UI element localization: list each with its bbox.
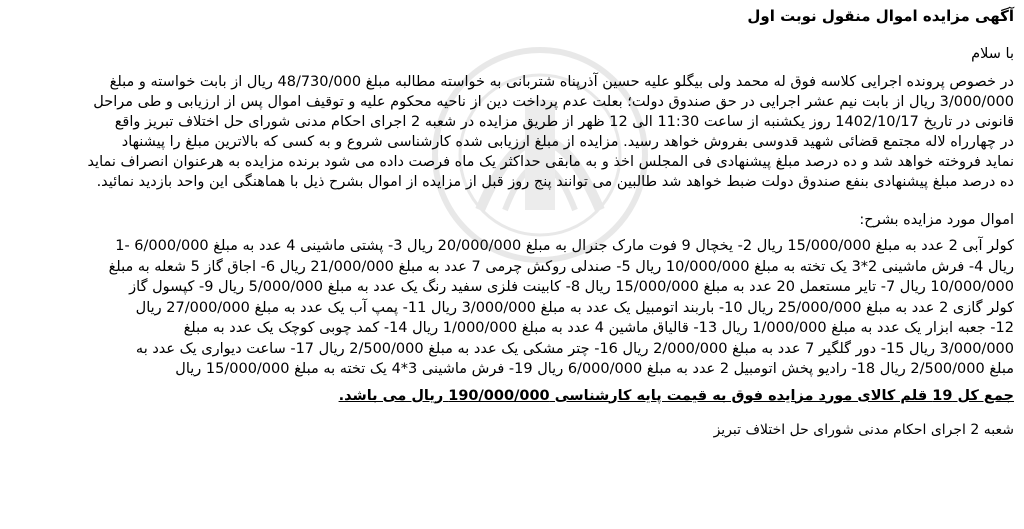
greeting: با سلام bbox=[971, 46, 1014, 62]
body-line: در خصوص پرونده اجرایی کلاسه فوق له محمد ولی بیگلو علیه حسین آذرپناه شتربانی به خواسته مطالبه مبلغ 48/730/000 ریال از بابت خواسته و مبلغ bbox=[109, 74, 1014, 90]
items-list bbox=[8, 236, 1014, 380]
notice-body bbox=[8, 72, 1014, 192]
items-line: کولر گازی 2 عدد به مبلغ 25/000/000 ریال 10- باربند اتومبیل یک عدد به مبلغ 3/000/000 ریال 11- پمپ آب یک عدد به مبلغ 27/000/000 ریال bbox=[135, 299, 1014, 316]
items-line: 12- جعبه ابزار یک عدد به مبلغ 1/000/000 ریال 13- قالیاق ماشین 4 عدد به مبلغ 1/000/000 ریال 14- کمد چوبی کوچک یک عدد به مبلغ bbox=[183, 320, 1014, 336]
items-line: 3/000/000 ریال 15- دور گلگیر 7 عدد به مبلغ 2/000/000 ریال 16- چتر مشکی یک عدد به مبلغ 2/500/000 ریال 17- ساعت دیواری یک عدد به bbox=[135, 340, 1014, 357]
body-line: 3/000/000 ریال از بابت نیم عشر اجرایی در حق صندوق دولت؛ بعلت عدم پرداخت دین از ناحیه محکوم علیه و توقیف اموال پس از ارزیابی و طی مراحل bbox=[93, 94, 1014, 110]
issuing-office: شعبه 2 اجرای احکام مدنی شورای حل اختلاف تبریز bbox=[713, 421, 1014, 438]
total-summary: جمع کل 19 قلم کالای مورد مزایده فوق به قیمت پایه کارشناسی 190/000/000 ریال می باشد. bbox=[338, 387, 1014, 404]
body-line: ده درصد مبلغ پیشنهادی بنفع صندوق دولت ضبط خواهد شد طالبین می توانند پنج روز قبل از مزایده از اموال بشرح ذیل با هماهنگی این واحد بازدید نمائید. bbox=[96, 174, 1014, 190]
items-line: مبلغ 2/500/000 ریال 18- رادیو پخش اتومبیل 2 عدد به مبلغ 6/000/000 ریال 19- فرش ماشینی 3*4 یک تخته به مبلغ 15/000/000 ریال bbox=[175, 361, 1014, 377]
items-line: 10/000/000 ریال 7- تایر مستعمل 20 عدد به مبلغ 15/000/000 ریال 8- کابینت فلزی سفید رنگ یک عدد به مبلغ 5/000/000 ریال 9- کپسول گاز bbox=[129, 279, 1014, 295]
notice-title: آگهی مزایده اموال منقول نوبت اول bbox=[747, 7, 1014, 25]
items-line: ریال 4- فرش ماشینی 2*3 یک تخته به مبلغ 10/000/000 ریال 5- صندلی روکش چرمی 7 عدد به مبلغ 21/000/000 ریال 6- اجاق گاز 5 شعله به مبلغ bbox=[108, 258, 1014, 275]
body-line: قانونی در تاریخ 1402/10/17 روز یکشنبه از ساعت 11:30 الی 12 ظهر از طریق مزایده در شعبه 2 اجرای احکام مدنی شورای حل اختلاف تبریز واقع bbox=[114, 114, 1014, 130]
body-line: نماید فروخته خواهد شد و ده درصد مبلغ پیشنهادی فی المجلس اخذ و به مابقی حداکثر یک ماه فرصت داده می شود برنده مزایده به هرعنوان انصراف نماید bbox=[87, 154, 1014, 170]
items-line: کولر آبی 2 عدد به مبلغ 15/000/000 ریال 2- یخچال 9 فوت مارک جنرال به مبلغ 20/000/000 ریال 3- پشتی ماشینی 4 عدد به مبلغ 6/000/000 -1 bbox=[115, 238, 1014, 254]
items-heading: اموال مورد مزایده بشرح: bbox=[859, 212, 1014, 228]
body-line: در چهارراه لاله مجتمع قضائی شهید قدوسی بفروش خواهد رسید. مزایده از مبلغ ارزیابی شده کارشناسی شروع و به کسی که بالاترین مبلغ را پیشنهاد bbox=[121, 134, 1014, 150]
